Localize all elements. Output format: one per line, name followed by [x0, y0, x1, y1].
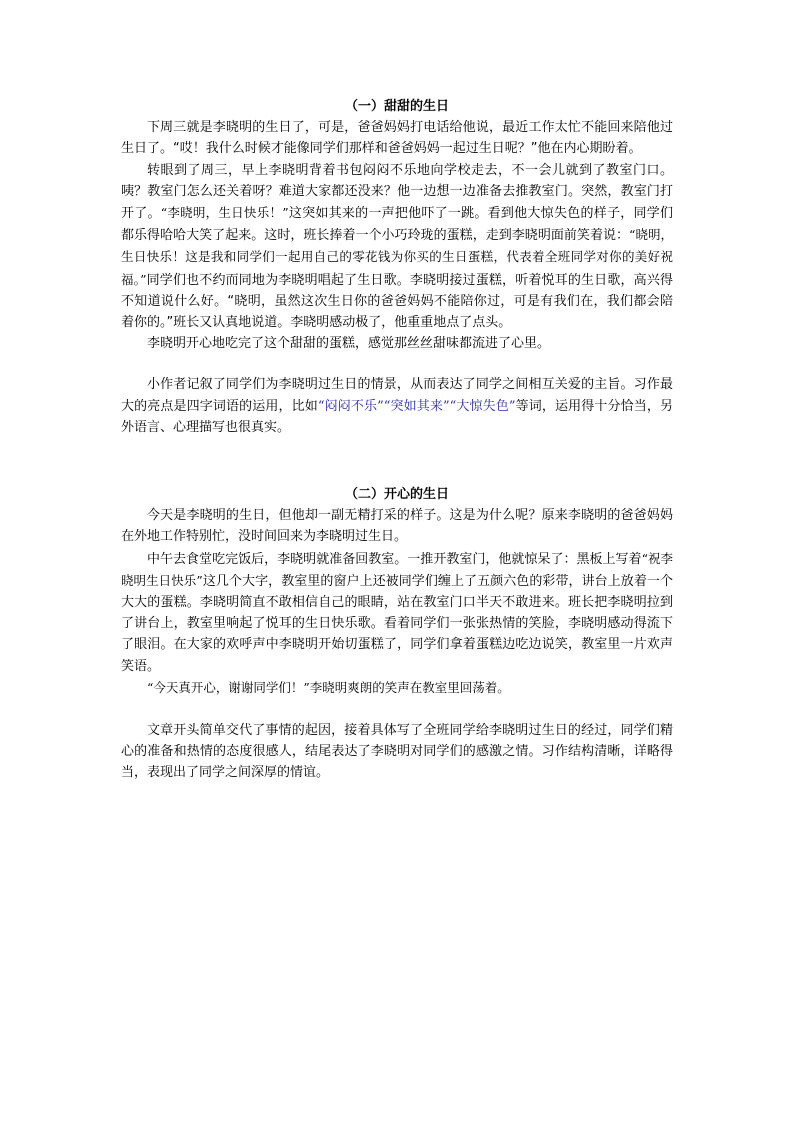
- document-body: [121, 96, 673, 784]
- story1-paragraph-3: 李晓明开心地吃完了这个甜甜的蛋糕，感觉那丝丝甜味都流进了心里。: [147, 336, 551, 352]
- story2-paragraph-2: [121, 548, 673, 677]
- spacer: [121, 438, 673, 484]
- spacer: [121, 698, 673, 720]
- comment1-paragraph: [121, 374, 673, 438]
- comment1-word-2: “突如其来”: [383, 398, 450, 414]
- story2-p2-text-b: 这几个大字，教室里的窗户上还被同学们缠上了五颜六色的彩带，讲台上放着一个大大的蛋糕。李晓明简直不敢相信自己的眼睛，站在教室门口半天不敢进来。班长把李晓明拉到了讲台上，教室里响起了悦耳的生日快乐歌。看着同学们一张张热情的笑脸，李晓明感动得流下了眼泪。在大家的欢呼声中李晓明开始切蛋糕了，同学们拿着蛋糕边吃边说笑，教室里一片欢声笑语。: [121, 573, 673, 674]
- comment1-text-a: 小作者记叙了同学们为李晓明过生日的情景，从而表达了同学之间相互关爱的主旨。习作最大的亮点是四字词语的运用，比如: [121, 377, 673, 414]
- story1-paragraph-2: [121, 160, 673, 334]
- story1-p2-quote-2: “晓明，生日快乐！这是我和同学们一起用自己的零花钱为你买的生日蛋糕，代表着全班同学对你的美好祝福。”: [121, 227, 674, 287]
- story1-paragraph-1: 下周三就是李晓明的生日了，可是，爸爸妈妈打电话给他说，最近工作太忙不能回来陪他过生日了。“哎！我什么时候才能像同学们那样和爸爸妈妈一起过生日呢？”他在内心期盼着。: [121, 120, 673, 157]
- story2-paragraph-3: “今天真开心，谢谢同学们！”李晓明爽朗的笑声在教室里回荡着。: [147, 679, 510, 695]
- story1-p2-text-b: 这突如其来的一声把他吓了一跳。看到他大惊失色的样子，同学们都乐得哈哈大笑了起来。这时，班长捧着一个小巧玲珑的蛋糕，走到李晓明面前笑着说：: [121, 206, 673, 244]
- story1-p2-text-a: 转眼到了周三，早上李晓明背着书包闷闷不乐地向学校走去，不一会儿就到了教室门口。咦？教室门怎么还关着呀？难道大家都还没来？他一边想一边准备去推教室门。突然，教室门打开了。: [121, 162, 673, 222]
- story2-title: （二）开心的生日: [344, 487, 449, 503]
- spacer: [121, 354, 673, 374]
- story2-p2-quote: “祝李晓明生日快乐”: [121, 550, 673, 588]
- comment1-text-b: 等词，运用得十分恰当，另外语言、心理描写也很真实。: [121, 398, 673, 435]
- comment1-word-3: “大惊失色”: [449, 398, 516, 414]
- story1-p2-text-c: 同学们也不约而同地为李晓明唱起了生日歌。李晓明接过蛋糕，听着悦耳的生日歌，高兴得不知道说什么好。“晓明，虽然这次生日你的爸爸妈妈不能陪你过，可是有我们在，我们都会陪着你的。”班长又认真地说道。李晓明感动极了，他重重地点了点头。: [121, 272, 673, 331]
- story1-title: （一）甜甜的生日: [344, 99, 449, 114]
- comment2-paragraph: 文章开头简单交代了事情的起因，接着具体写了全班同学给李晓明过生日的经过，同学们精心的准备和热情的态度很感人，结尾表达了李晓明对同学们的感激之情。习作结构清晰，详略得当，表现出了同学之间深厚的情谊。: [121, 723, 673, 781]
- story2-paragraph-1: 今天是李晓明的生日，但他却一副无精打采的样子。这是为什么呢？原来李晓明的爸爸妈妈在外地工作特别忙，没时间回来为李晓明过生日。: [121, 508, 673, 545]
- story2-p2-text-a: 中午去食堂吃完饭后，李晓明就准备回教室。一推开教室门，他就惊呆了：黑板上写着: [147, 551, 642, 567]
- comment1-word-1: “闷闷不乐”: [317, 398, 384, 414]
- story1-p2-quote-1: “李晓明，生日快乐！”: [160, 205, 289, 221]
